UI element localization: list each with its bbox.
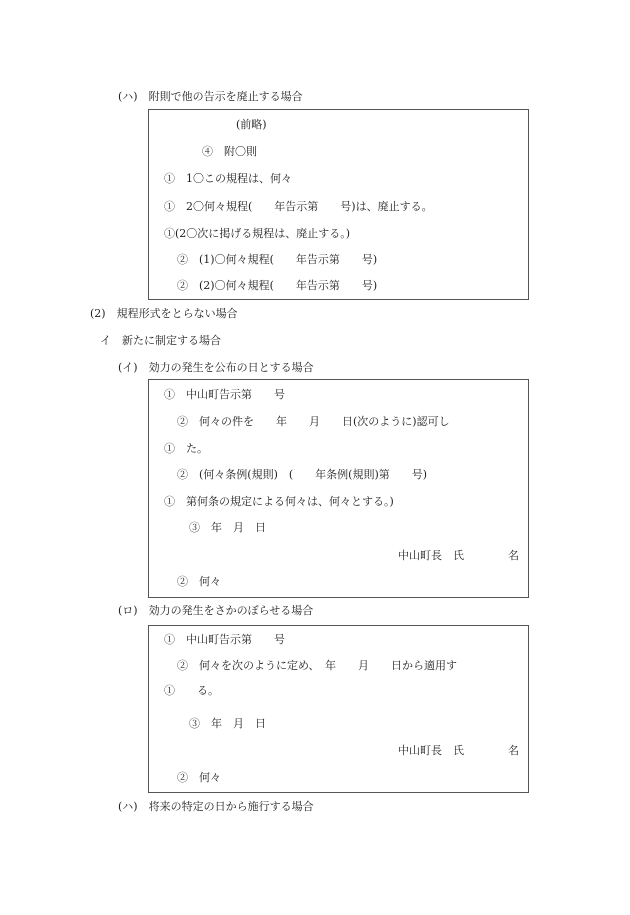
box-line: (前略): [236, 118, 267, 131]
box-line: ② 何々: [177, 575, 221, 588]
heading-ha-repeal: (ハ) 附則で他の告示を廃止する場合: [118, 90, 303, 103]
heading-sub-i: イ 新たに制定する場合: [100, 334, 221, 347]
box-line: ① る。: [164, 684, 219, 697]
box-line: ② 何々を次のように定め、 年 月 日から適用す: [177, 659, 458, 672]
box-line: ① 中山町告示第 号: [164, 388, 285, 401]
box-line: ① た。: [164, 442, 208, 455]
heading-i-effective-date: (イ) 効力の発生を公布の日とする場合: [118, 361, 314, 374]
box-line: ①(2〇次に掲げる規程は、廃止する。): [164, 227, 351, 240]
box-line: ① 2〇何々規程( 年告示第 号)は、廃止する。: [164, 200, 433, 213]
heading-ro-retroactive: (ロ) 効力の発生をさかのぼらせる場合: [118, 604, 314, 617]
box-line: ③ 年 月 日: [189, 717, 266, 730]
box-line: ② 何々: [177, 771, 221, 784]
box-line: ② (1)〇何々規程( 年告示第 号): [177, 253, 378, 266]
box-line: ② 何々の件を 年 月 日(次のように)認可し: [177, 415, 450, 428]
signature-line: 中山町長 氏 名: [398, 744, 519, 757]
box-line: ③ 年 月 日: [189, 521, 266, 534]
box-line: ① 中山町告示第 号: [164, 633, 285, 646]
box-line: ② (2)〇何々規程( 年告示第 号): [177, 279, 378, 292]
example-box-retroactive: [148, 625, 529, 793]
heading-section-2: (2) 規程形式をとらない場合: [90, 307, 238, 320]
example-box-repeal: [148, 109, 529, 300]
box-line: ② (何々条例(規則) ( 年条例(規則)第 号): [177, 468, 428, 481]
box-line: ① 第何条の規定による何々は、何々とする。): [164, 495, 394, 508]
box-line: ④ 附〇則: [202, 145, 257, 158]
heading-ha-future-date: (ハ) 将来の特定の日から施行する場合: [118, 800, 314, 813]
example-box-effective-date: [148, 379, 529, 598]
box-line: ① 1〇この規程は、何々: [164, 172, 292, 185]
signature-line: 中山町長 氏 名: [398, 549, 519, 562]
